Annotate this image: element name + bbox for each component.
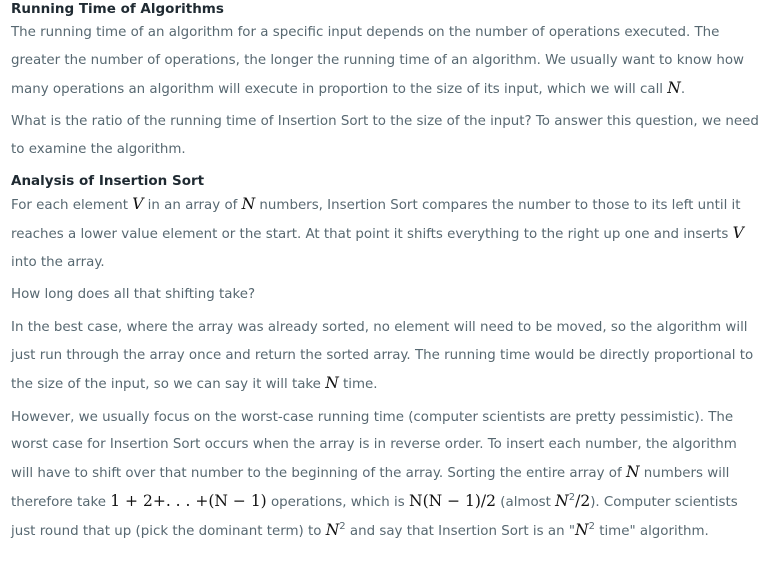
math-over-two: /2 [575, 491, 591, 510]
text: The running time of an algorithm for a specific input depends on the number of operations executed. The greater the number of operations, the longer the running time of an algorithm. We usually want to know how many operations an algorithm will execute in proportion to the size of its input, which we will call [11, 25, 745, 97]
paragraph-insertion-description [11, 191, 760, 276]
math-v: V [132, 194, 144, 213]
text: numbers will therefore take [11, 466, 730, 510]
text: numbers, Insertion Sort compares the number to those to its left until it reaches a lower value element or the start. At that point it shifts everything to the right up one and inserts [11, 197, 741, 242]
math-n: N [625, 463, 640, 482]
math-n: N [241, 194, 256, 213]
math-v: V [732, 223, 744, 242]
paragraph-ratio-question: What is the ratio of the running time of Insertion Sort to the size of the input? To answer this question, we need to examine the algorithm. [11, 114, 759, 158]
text: into the array. [11, 254, 105, 270]
math-exponent: 2 [339, 520, 346, 532]
math-n: N [575, 520, 589, 539]
text: time" algorithm. [594, 523, 709, 539]
text: in an array of [143, 197, 242, 213]
math-exponent: 2 [588, 520, 595, 532]
text: (almost [496, 494, 556, 510]
math-n-n-minus-one-over-two: N(N − 1)/2 [409, 491, 497, 510]
math-n: N [325, 520, 340, 539]
math-exponent: 2 [568, 491, 576, 503]
section-heading-analysis: Analysis of Insertion Sort [11, 172, 205, 189]
math-n: N [555, 491, 569, 510]
text: ). Computer scientists just round that up (pick the dominant term) to [11, 494, 738, 539]
text: However, we usually focus on the worst-case running time (computer scientists are pretty pessimistic). The worst case for Insertion Sort occurs when the array is in reverse order. To insert each number, the algorithm will have to shift over that number to the beginning of the array. Sorting the entire array of [11, 409, 737, 482]
text: time. [338, 376, 378, 392]
math-n: N [667, 78, 681, 97]
section-heading-running-time: Running Time of Algorithms [11, 1, 224, 17]
paragraph-worst-case [11, 404, 760, 546]
text: operations, which is [266, 494, 409, 510]
paragraph-best-case [11, 314, 760, 398]
paragraph-shifting-question: How long does all that shifting take? [11, 287, 256, 303]
text: For each element [11, 197, 133, 213]
text: and say that Insertion Sort is an " [345, 523, 575, 539]
text: In the best case, where the array was already sorted, no element will need to be moved, so the algorithm will just run through the array once and return the sorted array. The running time would be directly proportional to the size of the input, so we can say it will take [11, 320, 754, 392]
paragraph-running-time-intro [11, 19, 760, 103]
math-n: N [325, 373, 339, 392]
text: . [680, 81, 686, 97]
math-sum-expression: 1 + 2+. . . +(N − 1) [110, 491, 267, 510]
